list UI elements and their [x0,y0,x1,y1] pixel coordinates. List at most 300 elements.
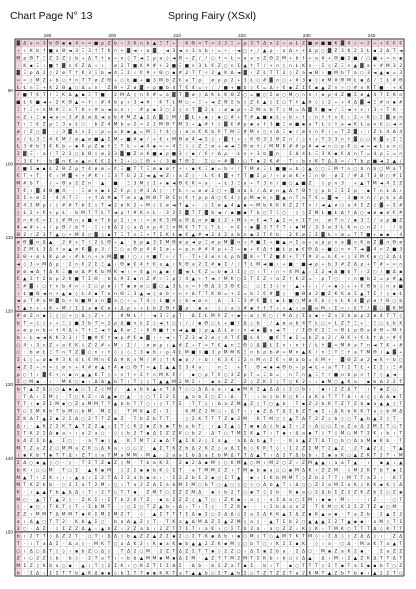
stitch-symbol: = [392,262,396,267]
stitch-symbol: b [386,431,389,437]
stitch-symbol: Θ [185,261,189,267]
stitch-symbol: M [360,254,364,260]
stitch-symbol: ▲ [101,182,105,187]
stitch-symbol: 4 [211,247,214,253]
stitch-symbol: + [366,261,370,267]
stitch-symbol: Σ [43,431,46,437]
stitch-symbol: ı [355,395,356,400]
stitch-symbol: · [316,277,317,282]
stitch-symbol: Ξ [62,320,65,326]
stitch-symbol: / [374,195,376,201]
stitch-symbol: Δ [192,445,195,451]
stitch-symbol: Ł [152,210,156,216]
stitch-symbol: Z [341,386,344,392]
stitch-symbol: ı [128,108,129,113]
stitch-symbol: · [128,417,129,422]
stitch-symbol: 3 [159,313,162,319]
stitch-symbol: Ł [29,335,33,341]
stitch-symbol: + [75,364,79,370]
stitch-symbol: ▲ [373,417,377,422]
stitch-symbol: + [49,320,53,326]
stitch-symbol: ○ [165,71,169,76]
stitch-symbol: ρ [328,240,331,245]
stitch-symbol: a [114,299,117,304]
stitch-symbol: ø [373,254,376,260]
stitch-symbol: Θ [256,364,260,370]
stitch-symbol: K [309,570,312,576]
stitch-symbol: Ł [295,63,299,69]
stitch-symbol: T [22,482,26,488]
stitch-symbol: · [50,196,51,201]
stitch-symbol: ∩ [23,218,26,223]
stitch-symbol: ▲ [263,387,267,392]
stitch-symbol: 2 [127,526,130,532]
stitch-symbol: ◊ [341,416,344,422]
row-number-label: 90 [8,88,14,93]
stitch-symbol: a [244,182,247,187]
stitch-symbol: Z [140,519,143,525]
stitch-symbol: T [334,364,338,370]
stitch-symbol: b [121,401,124,407]
stitch-symbol: K [341,409,344,415]
stitch-symbol: T [372,467,376,473]
stitch-symbol: ı [270,432,271,437]
stitch-symbol: ○ [269,314,273,319]
stitch-symbol: K [114,269,117,275]
stitch-symbol: n [367,343,370,348]
stitch-symbol: ▪ [69,373,72,378]
stitch-symbol: / [368,306,370,312]
stitch-symbol: Σ [205,136,208,142]
stitch-symbol: € [393,41,396,47]
stitch-symbol: ∩ [43,365,46,370]
stitch-symbol: T [159,416,163,422]
stitch-symbol: € [315,107,318,113]
stitch-symbol: b [43,438,46,444]
stitch-symbol: ▪ [146,571,149,576]
stitch-symbol: Ξ [386,151,389,157]
stitch-symbol: ∩ [30,86,33,91]
stitch-symbol: ○ [146,395,150,400]
stitch-symbol: Σ [159,431,162,437]
stitch-symbol: ▓ [127,48,131,54]
stitch-symbol: ø [166,166,169,172]
stitch-symbol: n [192,248,195,253]
stitch-symbol: ◊ [127,55,130,61]
stitch-symbol: ▪ [179,233,182,238]
stitch-symbol: Σ [108,136,111,142]
stitch-symbol: · [147,446,148,451]
stitch-symbol: = [250,218,254,223]
stitch-symbol: ÷ [230,167,234,172]
stitch-symbol: ▪ [373,564,376,569]
stitch-symbol: Ξ [237,298,240,304]
stitch-symbol: # [276,350,280,356]
stitch-symbol: Σ [244,431,247,437]
stitch-symbol: Z [224,467,227,473]
stitch-symbol: 3 [224,357,227,363]
stitch-symbol: 2 [108,563,111,569]
stitch-symbol: ı [381,535,382,540]
stitch-symbol: M [62,173,66,179]
stitch-symbol: K [172,541,175,547]
stitch-symbol: ø [134,85,137,91]
stitch-symbol: n [172,329,175,334]
stitch-symbol: T [159,254,163,260]
stitch-symbol: ı [270,542,271,547]
stitch-symbol: M [243,386,247,392]
stitch-symbol: ▲ [127,395,131,400]
stitch-symbol: ○ [269,402,273,407]
stitch-symbol: † [108,144,111,150]
stitch-symbol: · [368,321,369,326]
stitch-symbol: ı [18,454,19,459]
stitch-symbol: ◊ [283,63,286,69]
stitch-symbol: · [180,42,181,47]
stitch-symbol: Ł [347,328,351,334]
stitch-symbol: ▲ [282,513,286,518]
stitch-symbol: / [24,136,26,142]
stitch-symbol: K [283,203,286,209]
stitch-symbol: T [16,188,20,194]
stitch-symbol: Σ [127,342,130,348]
stitch-symbol: ρ [101,42,104,47]
stitch-symbol: b [328,489,331,495]
stitch-symbol: K [218,541,221,547]
stitch-symbol: ▓ [386,306,390,312]
stitch-symbol: Z [198,409,201,415]
stitch-symbol: ▪ [36,380,39,385]
stitch-symbol: ø [283,173,286,179]
stitch-symbol: T [48,232,52,238]
stitch-symbol: K [82,144,85,150]
stitch-symbol: T [385,453,389,459]
stitch-symbol: ■ [120,255,124,260]
stitch-symbol: ■ [87,336,91,341]
stitch-symbol: b [172,482,175,488]
stitch-symbol: · [134,108,135,113]
stitch-symbol: / [147,357,149,363]
stitch-symbol: · [56,380,57,385]
stitch-symbol: · [387,446,388,451]
stitch-symbol: Z [17,512,20,518]
stitch-symbol: b [108,217,111,223]
stitch-symbol: ı [381,432,382,437]
stitch-symbol: ı [329,557,330,562]
stitch-symbol: Z [146,497,149,503]
stitch-symbol: ▲ [276,402,280,407]
stitch-symbol: Z [283,570,286,576]
stitch-symbol: Σ [205,158,208,164]
stitch-symbol: ◊ [218,306,221,312]
stitch-symbol: Δ [393,188,396,194]
stitch-symbol: ▪ [328,549,331,554]
stitch-symbol: ▪ [140,137,143,142]
stitch-symbol: + [230,173,234,179]
stitch-symbol: 2 [192,460,195,466]
stitch-symbol: 3 [43,41,46,47]
stitch-symbol: Θ [159,70,163,76]
stitch-symbol: ◄ [328,108,332,113]
stitch-symbol: K [211,526,214,532]
stitch-symbol: K [322,504,325,510]
stitch-symbol: ρ [114,321,117,326]
stitch-symbol: 2 [62,497,65,503]
stitch-symbol: b [289,114,292,120]
stitch-symbol: Σ [348,188,351,194]
stitch-symbol: ■ [308,42,312,47]
stitch-symbol: ▪ [211,380,214,385]
stitch-symbol: ○ [366,137,370,142]
stitch-symbol: · [147,513,148,518]
stitch-symbol: = [224,292,228,297]
stitch-symbol: K [166,232,169,238]
stitch-symbol: † [257,306,260,312]
stitch-symbol: T [139,401,143,407]
stitch-symbol: Z [263,409,266,415]
stitch-symbol: ı [37,395,38,400]
stitch-symbol: ▲ [23,476,27,481]
stitch-symbol: 3 [114,173,117,179]
stitch-symbol: Z [328,313,331,319]
stitch-symbol: T [385,107,389,113]
stitch-symbol: ▪ [62,42,65,47]
stitch-symbol: Z [334,570,337,576]
stitch-symbol: 3 [341,181,344,187]
stitch-symbol: 2 [62,239,65,245]
stitch-symbol: b [270,107,273,113]
stitch-symbol: K [17,489,20,495]
stitch-symbol: · [128,240,129,245]
stitch-symbol: 4 [82,232,85,238]
stitch-symbol: / [374,217,376,223]
stitch-symbol: ◊ [76,291,79,297]
stitch-symbol: 2 [380,416,383,422]
stitch-symbol: · [251,505,252,510]
stitch-symbol: ◊ [108,372,111,378]
stitch-symbol: Δ [328,158,331,164]
stitch-symbol: € [367,254,370,260]
stitch-symbol: ○ [217,196,221,201]
stitch-symbol: ▓ [380,136,384,142]
stitch-symbol: Δ [198,453,201,459]
stitch-symbol: ÷ [172,248,176,253]
stitch-symbol: ○ [308,490,312,495]
stitch-symbol: T [340,129,344,135]
stitch-symbol: K [296,173,299,179]
stitch-symbol: M [353,431,357,437]
stitch-symbol: Σ [218,570,221,576]
stitch-symbol: Z [172,431,175,437]
stitch-symbol: # [94,107,98,113]
stitch-symbol: ı [24,557,25,562]
stitch-symbol: ■ [204,351,208,356]
stitch-symbol: Z [23,512,26,518]
stitch-symbol: M [16,563,20,569]
stitch-symbol: ∩ [289,373,292,378]
stitch-symbol: 2 [82,306,85,312]
stitch-symbol: ▲ [321,520,325,525]
stitch-symbol: Σ [328,563,331,569]
stitch-symbol: # [204,247,208,253]
stitch-symbol: Δ [69,489,72,495]
stitch-symbol: T [210,416,214,422]
stitch-symbol: ρ [101,284,104,289]
stitch-symbol: ı [212,49,213,54]
stitch-symbol: ○ [140,549,144,554]
stitch-symbol: ◊ [43,320,46,326]
stitch-symbol: € [101,306,104,312]
stitch-symbol: M [328,504,332,510]
stitch-symbol: ▪ [244,211,247,216]
stitch-symbol: 3 [270,283,273,289]
stitch-symbol: ◊ [134,188,137,194]
stitch-symbol: ▲ [55,498,59,503]
stitch-symbol: / [199,151,201,157]
stitch-symbol: ı [296,527,297,532]
stitch-symbol: ◊ [101,232,104,238]
stitch-symbol: ■ [282,167,286,172]
stitch-symbol: ○ [237,549,241,554]
stitch-symbol: ▲ [36,520,40,525]
stitch-symbol: Σ [380,548,383,554]
stitch-symbol: T [29,475,33,481]
stitch-symbol: Σ [276,100,279,106]
stitch-symbol: 2 [393,379,396,385]
stitch-symbol: ▓ [146,335,150,341]
stitch-symbol: ◄ [107,108,111,113]
stitch-symbol: ○ [334,145,338,150]
stitch-symbol: 2 [69,151,72,157]
stitch-symbol: 3 [185,122,188,128]
stitch-symbol: a [62,432,65,437]
stitch-symbol: ı [290,483,291,488]
stitch-symbol: Σ [263,475,266,481]
stitch-symbol: Z [211,519,214,525]
stitch-symbol: K [88,497,91,503]
stitch-symbol: ▪ [283,432,286,437]
stitch-symbol: ▲ [289,417,293,422]
stitch-symbol: Ł [29,136,33,142]
stitch-symbol: + [250,48,254,54]
stitch-symbol: T [87,482,91,488]
stitch-symbol: † [348,350,351,356]
stitch-symbol: · [199,159,200,164]
stitch-symbol: € [49,173,52,179]
stitch-symbol: K [393,92,396,98]
stitch-symbol: ◄ [185,270,189,275]
stitch-symbol: K [341,504,344,510]
stitch-symbol: Z [386,386,389,392]
stitch-symbol: ○ [55,387,59,392]
stitch-symbol: Z [302,504,305,510]
stitch-symbol: ø [373,313,376,319]
stitch-symbol: ◄ [224,145,228,150]
stitch-symbol: Σ [159,232,162,238]
stitch-symbol: ρ [166,152,169,157]
stitch-symbol: Σ [289,423,292,429]
stitch-symbol: T [210,225,214,231]
stitch-symbol: Δ [321,556,324,562]
stitch-symbol: Δ [296,512,299,518]
stitch-symbol: ρ [75,167,78,172]
stitch-symbol: Δ [302,467,305,473]
stitch-symbol: ○ [308,549,312,554]
stitch-symbol: / [180,372,182,378]
stitch-symbol: / [348,217,350,223]
stitch-symbol: T [243,261,247,267]
stitch-symbol: ◊ [56,203,59,209]
stitch-symbol: Θ [393,239,397,245]
stitch-symbol: # [399,364,403,370]
stitch-symbol: Δ [172,563,175,569]
stitch-symbol: Σ [159,364,162,370]
stitch-symbol: + [140,78,144,84]
stitch-symbol: # [347,342,351,348]
stitch-symbol: ∩ [367,196,370,201]
stitch-symbol: ○ [282,461,286,466]
stitch-symbol: ◄ [159,321,163,326]
stitch-symbol: € [302,247,305,253]
stitch-symbol: 2 [211,188,214,194]
stitch-symbol: M [159,372,163,378]
stitch-symbol: Ł [100,210,104,216]
stitch-symbol: K [179,431,182,437]
stitch-symbol: b [302,158,305,164]
stitch-symbol: Σ [172,467,175,473]
stitch-symbol: ▓ [386,114,390,120]
stitch-symbol: 3 [101,247,104,253]
stitch-symbol: b [373,283,376,289]
stitch-symbol: Σ [185,482,188,488]
stitch-symbol: T [385,556,389,562]
stitch-symbol: ÷ [282,270,286,275]
stitch-symbol: ○ [23,527,27,532]
stitch-symbol: 3 [172,48,175,54]
stitch-symbol: = [334,130,338,135]
stitch-symbol: ÷ [366,365,370,370]
stitch-symbol: ı [329,410,330,415]
stitch-symbol: Ξ [43,55,46,61]
stitch-symbol: ▲ [393,159,397,164]
stitch-symbol: ▲ [192,571,196,576]
stitch-symbol: ▲ [166,284,170,289]
stitch-symbol: Z [108,41,111,47]
stitch-symbol: · [186,564,187,569]
stitch-symbol: ■ [392,248,396,253]
stitch-symbol: ◊ [121,460,124,466]
stitch-symbol: n [341,373,344,378]
stitch-symbol: ı [277,557,278,562]
stitch-symbol: K [95,467,98,473]
stitch-symbol: + [107,342,111,348]
stitch-symbol: T [139,364,143,370]
stitch-symbol: Z [185,342,188,348]
stitch-symbol: T [68,195,72,201]
stitch-symbol: b [296,320,299,326]
stitch-symbol: ■ [75,321,79,326]
stitch-symbol: a [82,402,85,407]
stitch-symbol: ∩ [393,145,396,150]
stitch-symbol: ø [36,254,39,260]
stitch-symbol: T [100,291,104,297]
stitch-symbol: b [309,453,312,459]
stitch-symbol: Θ [192,41,196,47]
stitch-symbol: ı [368,108,369,113]
stitch-symbol: # [282,313,286,319]
stitch-symbol: ○ [243,542,247,547]
stitch-symbol: # [276,158,280,164]
